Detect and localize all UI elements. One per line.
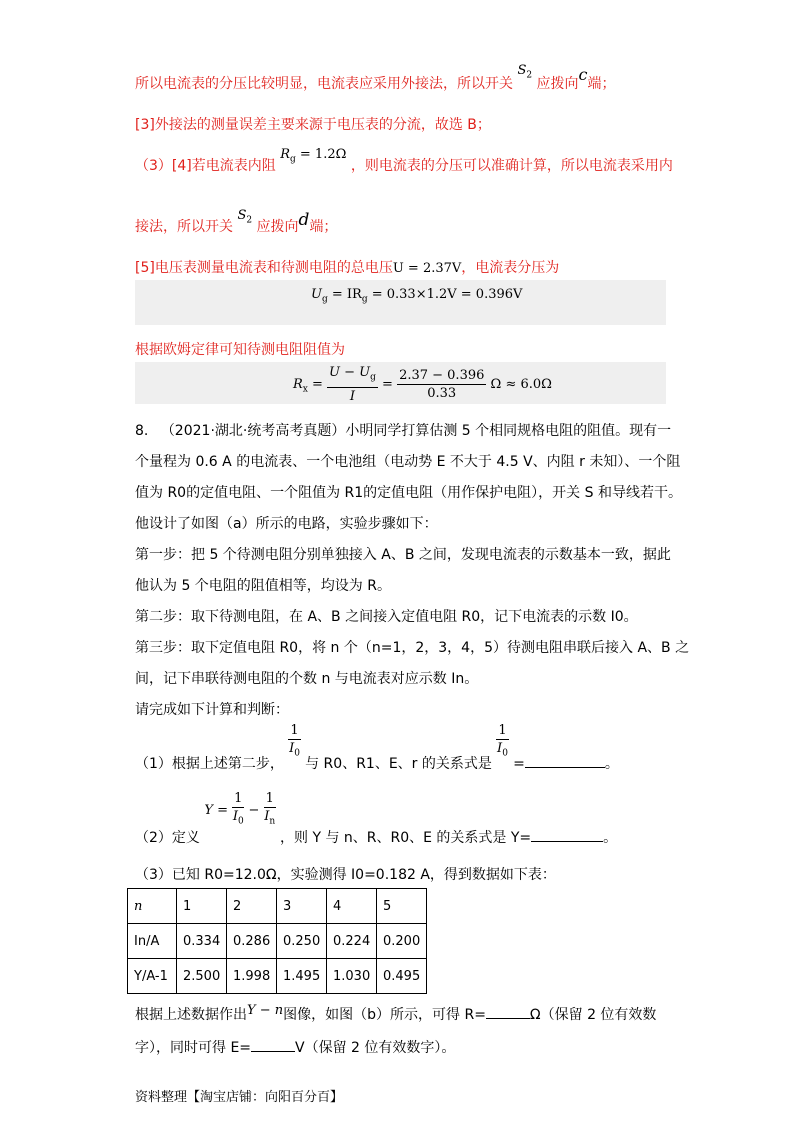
answer-line-2: [3]外接法的测量误差主要来源于电压表的分流，故选 B； [135,117,491,133]
answer-blank-e[interactable] [251,1051,295,1052]
answer-blank-2[interactable] [531,841,603,842]
equation-box-1 [135,280,666,325]
fraction-1-over-i0: $\frac{1}{I_0}$ [289,723,300,759]
answer-line-4: 接法，所以开关 $S_2$ 应拨向d端； [135,208,338,235]
fraction-1-over-i0-2: $\frac{1}{I_0}$ [497,723,508,759]
equation-ug: $U_g = IR_g = 0.33\times 1.2V = 0.396V$ [311,287,523,305]
equation-box-2 [135,362,666,404]
answer-line-5: [5]电压表测量电流表和待测电阻的总电压U = 2.37V，电流表分压为 [135,260,560,276]
table-row: n 1 2 3 4 5 [128,889,427,924]
answer-blank-r[interactable] [486,1018,530,1019]
answer-line-6: 根据欧姆定律可知待测电阻阻值为 [135,342,345,358]
question-para-line-4: 他设计了如图（a）所示的电路，实验步骤如下： [135,516,438,532]
sub-question-3-tail-1: 根据上述数据作出Y − n图像，如图（b）所示，可得 R= Ω（保留 2 位有效数 [135,1003,657,1023]
switch-label: $S_2$ [517,63,533,81]
step-3-line-2: 间，记下串联待测电阻的个数 n 与电流表对应示数 In。 [135,671,479,687]
step-1-line-1: 第一步：把 5 个待测电阻分别单独接入 A、B 之间，发现电流表的示数基本一致，据此 [135,547,671,563]
sub-question-3: （3）已知 R0=12.0Ω，实验测得 I0=0.182 A，得到数据如下表： [135,867,556,883]
table-row: In/A 0.334 0.286 0.250 0.224 0.200 [128,924,427,959]
switch-label-2: $S_2$ [237,208,253,226]
prompt: 请完成如下计算和判断： [135,702,289,718]
table-row: Y/A-1 2.500 1.998 1.495 1.030 0.495 [128,959,427,994]
step-1-line-2: 他认为 5 个电阻的阻值相等，均设为 R。 [135,578,391,594]
question-header: 8. （2021·湖北·统考高考真题）小明同学打算估测 5 个相同规格电阻的阻值。现有一 [135,423,672,439]
step-3-line-1: 第三步：取下定值电阻 R0，将 n 个（n=1，2，3，4，5）待测电阻串联后接入 A、B 之 [135,640,690,656]
answer-blank-1[interactable] [525,767,605,768]
graph-label: Y − n [247,1003,284,1018]
formula-u: U = 2.37V [392,261,462,276]
step-2: 第二步：取下待测电阻，在 A、B 之间接入定值电阻 R0，记下电流表的示数 I0。 [135,609,638,625]
formula-rg: $R_g = 1.2\Omega$ [280,147,347,165]
sub-question-3-tail-2: 字），同时可得 E= V（保留 2 位有效数字）。 [135,1040,456,1056]
sub-question-2: （2）定义 Y = $\frac{1}{I_0}$ − $\frac{1}{I_n}$ ，则 Y 与 n、R、R0、E 的关系式是 Y= 。 [135,791,618,846]
data-table [127,888,427,994]
question-para-line-3: 值为 R0的定值电阻、一个阻值为 R1的定值电阻（用作保护电阻），开关 S 和导线若干。 [135,485,682,501]
equation-rx: $R_x$ = $\frac{U - U_g}{I}$ = $\frac{2.37 - 0.396}{0.33}$ Ω ≈ 6.0Ω [293,365,552,404]
answer-line-1: 所以电流表的分压比较明显，电流表应采用外接法，所以开关 $S_2$ 应拨向c端； [135,63,616,92]
question-para-line-2: 个量程为 0.6 A 的电流表、一个电池组（电动势 E 不大于 4.5 V、内阻 r 未知）、一个阻 [135,454,681,470]
answer-line-3: （3）[4]若电流表内阻 $R_g = 1.2\Omega$ ，则电流表的分压可以准确计算，所以电流表采用内 [135,147,673,174]
sub-question-1: （1）根据上述第二步， $\frac{1}{I_0}$ 与 R0、R1、E、r 的关系式是 $\frac{1}{I_0}$ = 。 [135,723,619,773]
y-definition: Y = $\frac{1}{I_0}$ − $\frac{1}{I_n}$ [204,791,276,827]
footer-note: 资料整理【淘宝店铺：向阳百分百】 [135,1090,344,1105]
